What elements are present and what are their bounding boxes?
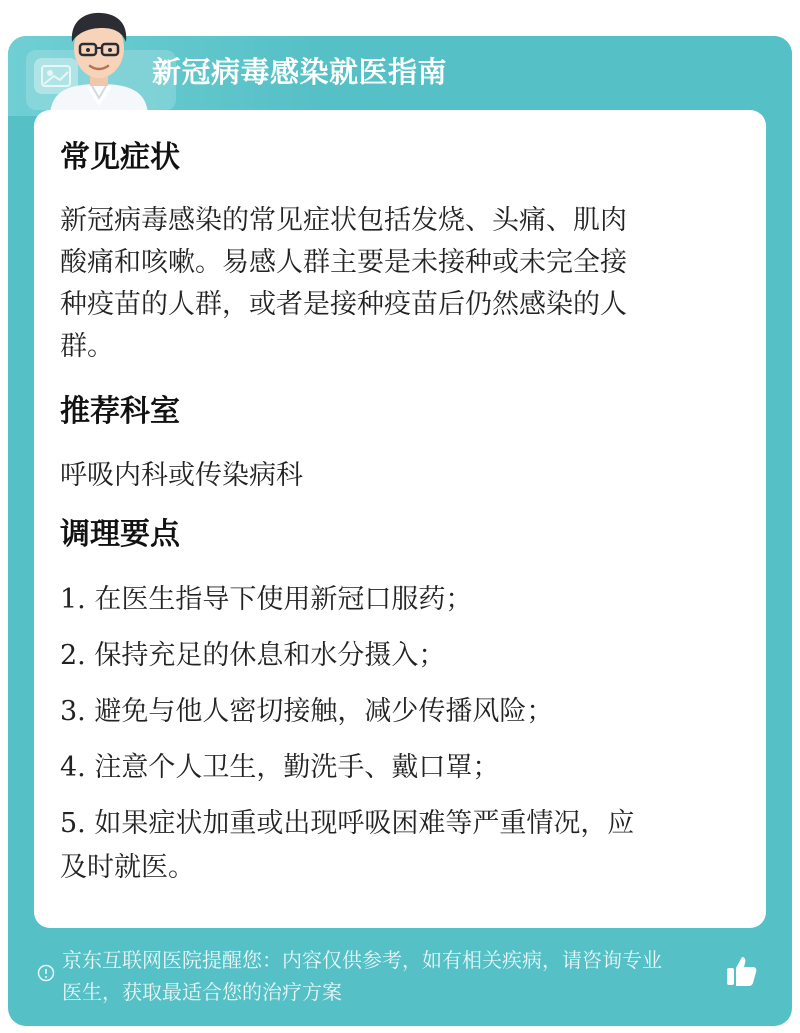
symptoms-line: 种疫苗的人群，或者是接种疫苗后仍然感染的人 [60, 289, 627, 320]
symptoms-heading: 常见症状 [60, 140, 180, 175]
list-number: 1. [60, 584, 86, 615]
symptoms-text [60, 200, 730, 368]
info-icon [37, 964, 55, 982]
care-list-item [60, 634, 730, 678]
department-text: 呼吸内科或传染病科 [60, 460, 303, 491]
list-text: 注意个人卫生，勤洗手、戴口罩； [85, 752, 500, 783]
care-list-item [60, 802, 730, 890]
care-heading: 调理要点 [60, 517, 180, 552]
list-number: 2. [60, 640, 86, 671]
page-title: 新冠病毒感染就医指南 [152, 55, 448, 89]
symptoms-line: 酸痛和咳嗽。易感人群主要是未接种或未完全接 [60, 247, 627, 278]
list-number: 3. [60, 696, 86, 727]
care-list-item [60, 578, 730, 622]
care-list-item [60, 746, 730, 790]
list-number: 5. [60, 808, 86, 839]
list-number: 4. [60, 752, 86, 783]
disclaimer-text [62, 944, 727, 1008]
doctor-avatar-icon [46, 6, 152, 114]
care-list-item [60, 690, 730, 734]
disclaimer-line: 京东互联网医院提醒您：内容仅供参考，如有相关疾病，请咨询专业 [62, 948, 662, 972]
list-text: 避免与他人密切接触，减少传播风险； [85, 696, 554, 727]
list-text: 保持充足的休息和水分摄入； [85, 640, 446, 671]
symptoms-line: 新冠病毒感染的常见症状包括发烧、头痛、肌肉 [60, 205, 627, 236]
thumbs-up-icon[interactable] [724, 953, 760, 989]
list-text: 如果症状加重或出现呼吸困难等严重情况，应 [85, 808, 635, 839]
list-text: 在医生指导下使用新冠口服药； [85, 584, 473, 615]
department-heading: 推荐科室 [60, 394, 180, 429]
list-text-continued: 及时就医。 [60, 852, 195, 883]
disclaimer-line: 医生，获取最适合您的治疗方案 [62, 980, 342, 1004]
symptoms-line: 群。 [60, 331, 114, 362]
